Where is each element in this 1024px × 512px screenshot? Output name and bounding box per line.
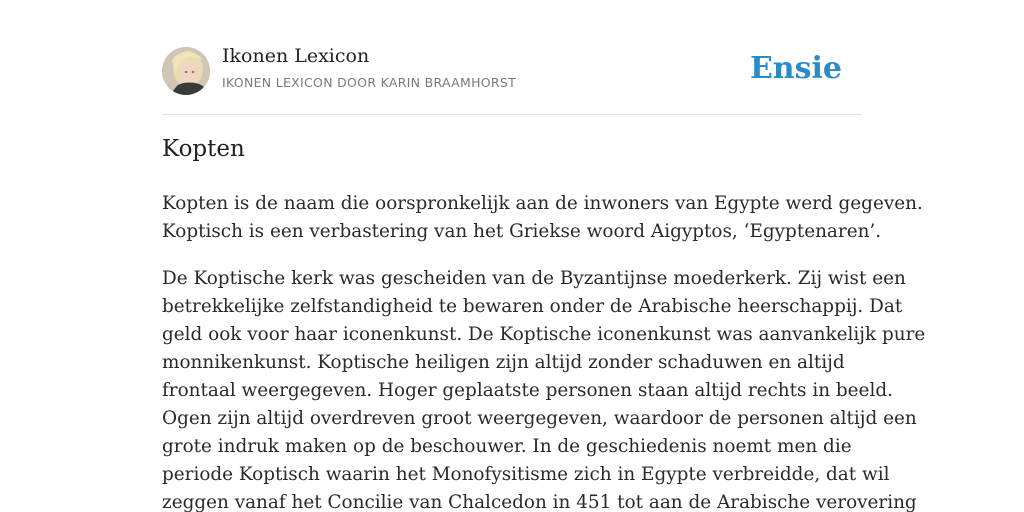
text-line: De Koptische kerk was gescheiden van de Byzantijnse moederkerk. Zij wist een bbox=[162, 268, 906, 289]
text-line: grote indruk maken op de beschouwer. In de geschiedenis noemt men die bbox=[162, 436, 852, 457]
header bbox=[162, 0, 862, 115]
author-subtitle[interactable]: IKONEN LEXICON DOOR KARIN BRAAMHORST bbox=[222, 75, 517, 90]
text-line: periode Koptisch waarin het Monofysitisme zich in Egypte verbreidde, dat wil bbox=[162, 464, 890, 485]
brand-logo[interactable]: Ensie bbox=[749, 51, 842, 86]
article-body bbox=[162, 190, 926, 512]
text-line: Kopten is de naam die oorspronkelijk aan de inwoners van Egypte werd gegeven. bbox=[162, 193, 923, 214]
paragraph-1 bbox=[162, 190, 923, 246]
text-line: geld ook voor haar iconenkunst. De Koptische iconenkunst was aanvankelijk pure bbox=[162, 324, 926, 345]
text-line: Ogen zijn altijd overdreven groot weergegeven, waardoor de personen altijd een bbox=[162, 408, 917, 429]
text-line: zeggen vanaf het Concilie van Chalcedon in 451 tot aan de Arabische verovering bbox=[162, 492, 917, 512]
text-line: betrekkelijke zelfstandigheid te bewaren onder de Arabische heerschappij. Dat bbox=[162, 296, 903, 317]
text-line: Koptisch is een verbastering van het Griekse woord Aigyptos, ‘Egyptenaren’. bbox=[162, 221, 882, 242]
paragraph-2 bbox=[162, 265, 926, 512]
text-line: frontaal weergegeven. Hoger geplaatste personen staan altijd rechts in beeld. bbox=[162, 380, 893, 401]
article-title: Kopten bbox=[162, 136, 245, 162]
author-avatar[interactable] bbox=[162, 47, 210, 95]
text-line: monnikenkunst. Koptische heiligen zijn altijd zonder schaduwen en altijd bbox=[162, 352, 845, 373]
author-name[interactable]: Ikonen Lexicon bbox=[222, 45, 370, 67]
